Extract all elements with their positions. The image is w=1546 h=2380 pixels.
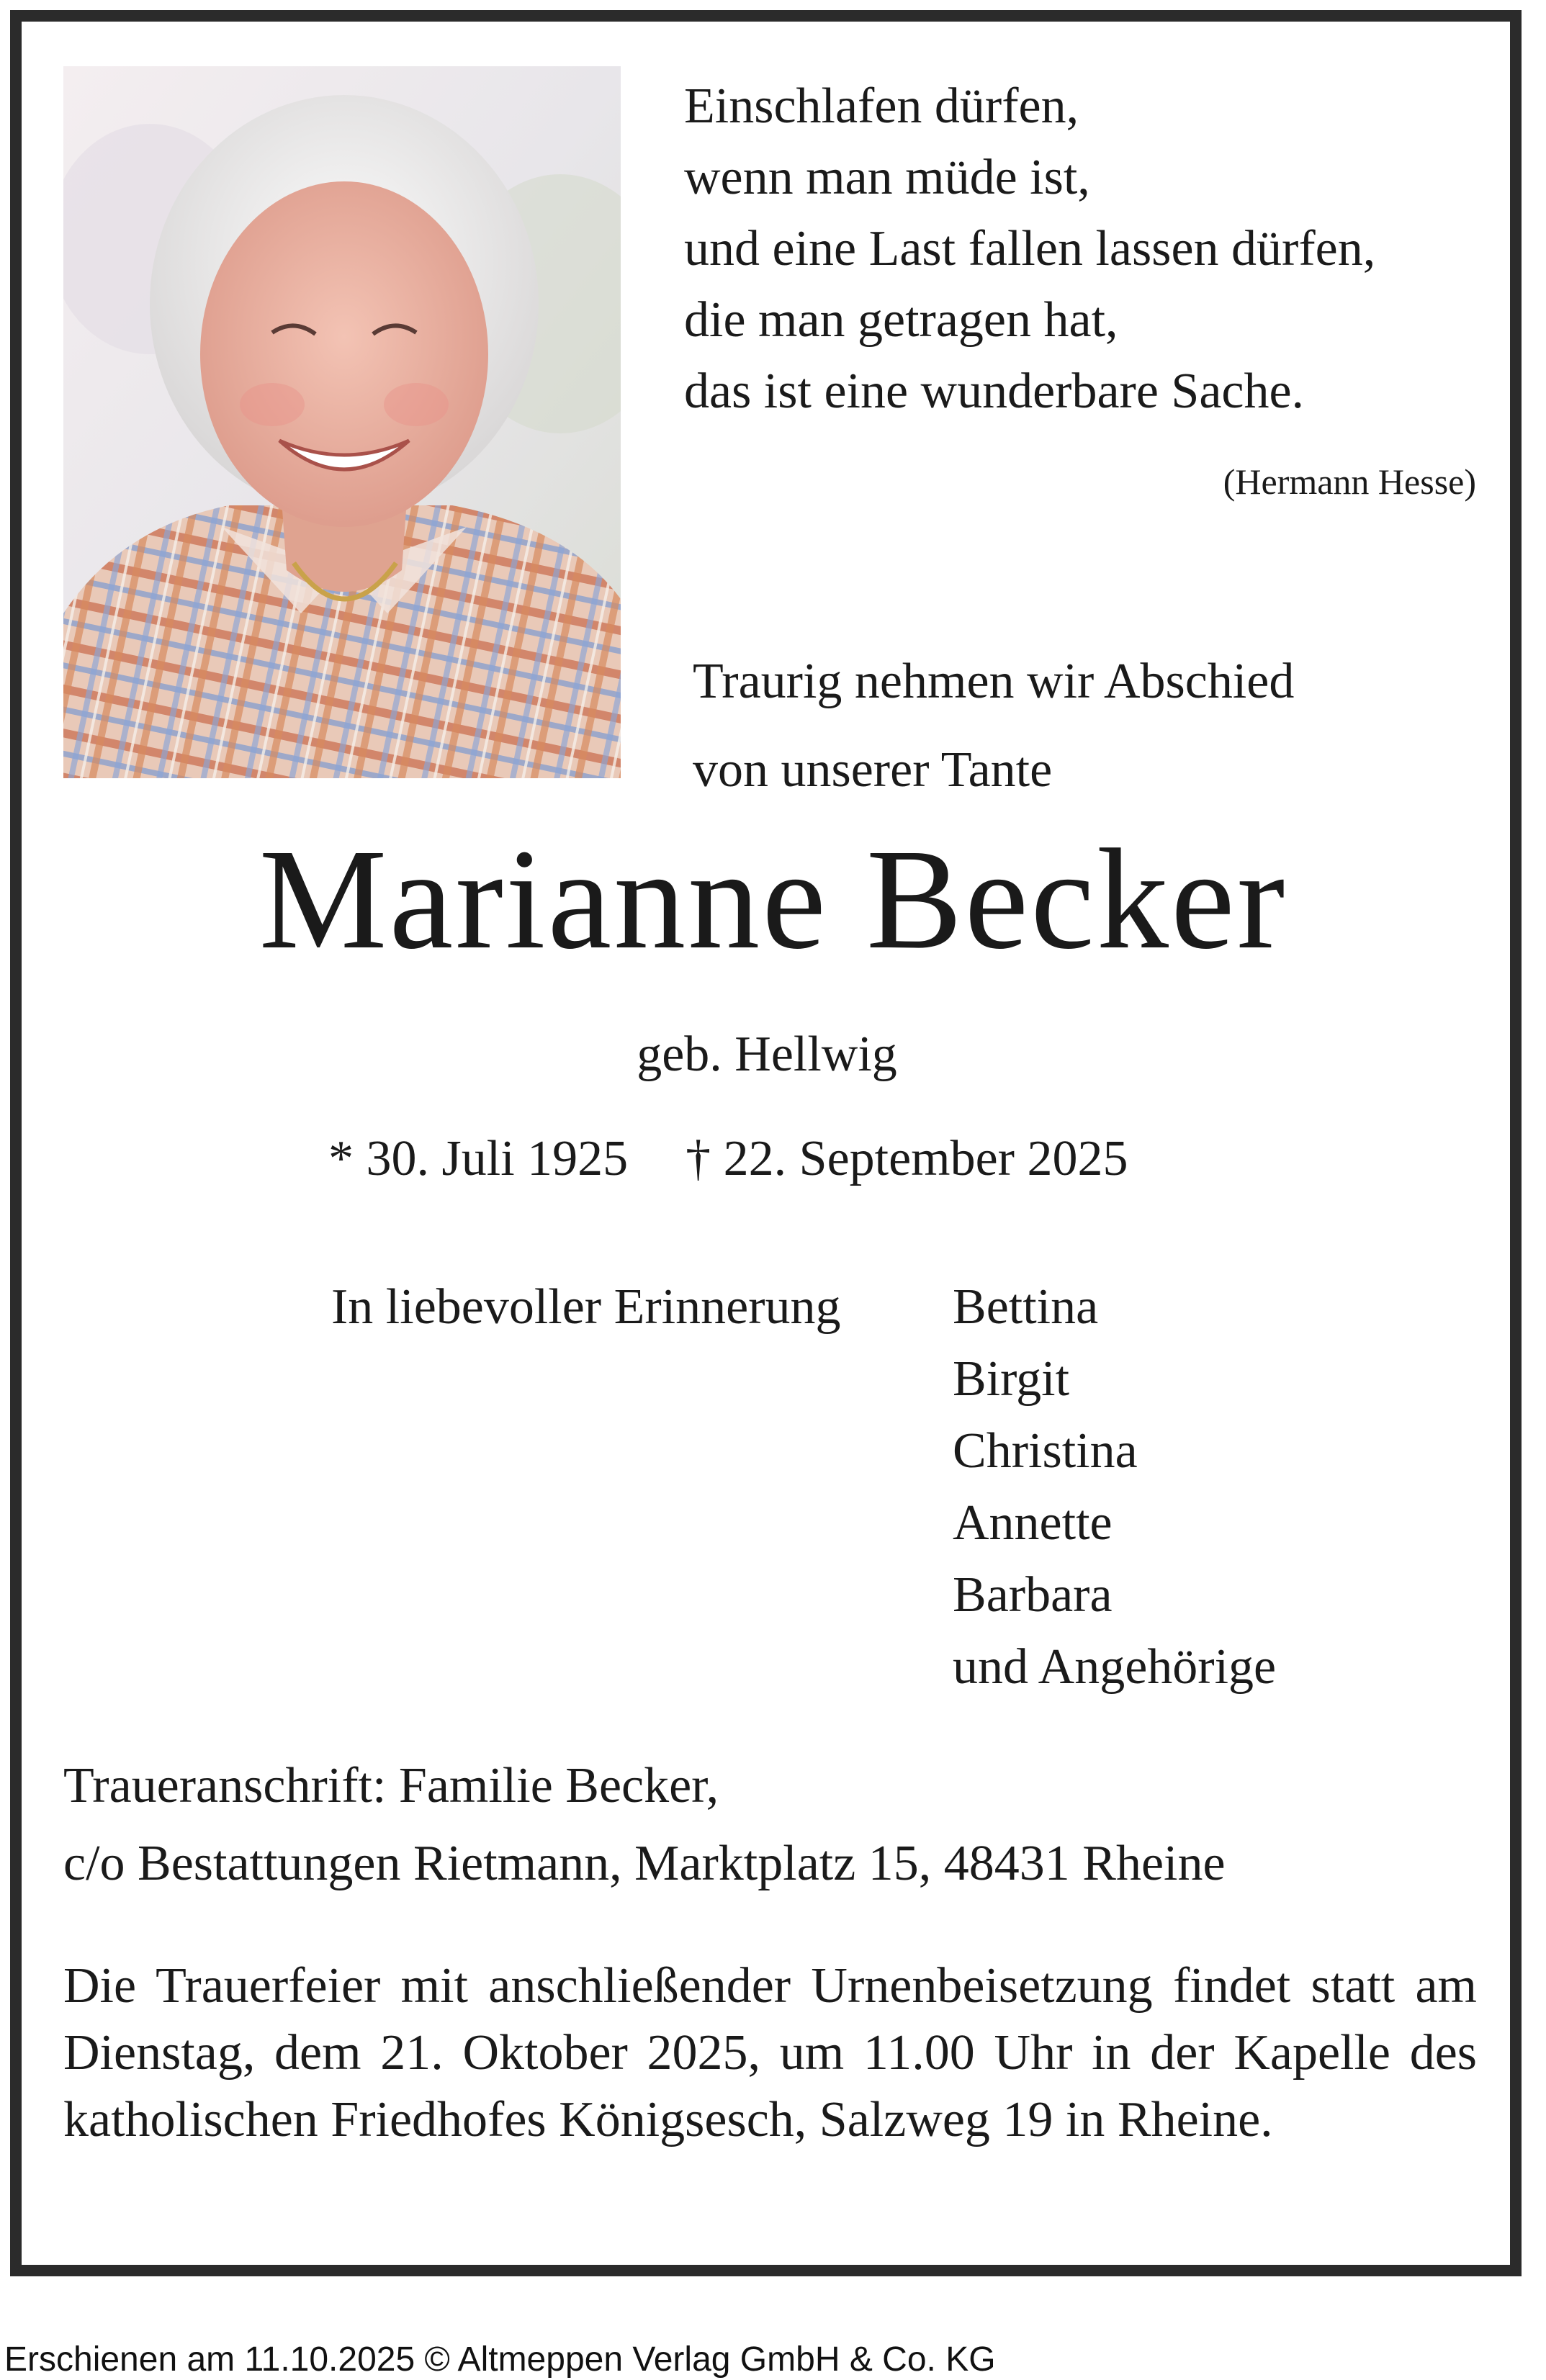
poem-author: (Hermann Hesse) (1223, 461, 1476, 502)
mourner-name: Bettina (953, 1279, 1099, 1335)
memory-label: In liebevoller Erinnerung (331, 1279, 841, 1335)
mourners-list (953, 1271, 1276, 1703)
address-line: c/o Bestattungen Rietmann, Marktplatz 15, 48431 Rheine (63, 1836, 1226, 1891)
mourning-address (63, 1747, 1226, 1903)
poem-line: die man getragen hat, (684, 292, 1118, 348)
poem-line: wenn man müde ist, (684, 150, 1090, 205)
death-date: † 22. September 2025 (686, 1131, 1128, 1186)
mourner-name: und Angehörige (953, 1639, 1277, 1695)
life-dates (328, 1127, 1128, 1191)
poem-line: Einschlafen dürfen, (684, 78, 1079, 134)
deceased-name: Marianne Becker (259, 820, 1287, 979)
intro-line: von unserer Tante (693, 742, 1053, 798)
portrait-photo (63, 66, 621, 778)
birth-date: * 30. Juli 1925 (328, 1131, 629, 1186)
ceremony-notice: Die Trauerfeier mit anschließender Urnenbeisetzung findet statt am Dienstag, dem 21. Oktober 2025, um 11.00 Uhr in der Kapelle des katholischen Friedhofes Königsesch, Salzweg 19 in Rheine. (63, 1958, 1477, 2147)
birth-name: geb. Hellwig (637, 1027, 897, 1082)
poem-block (684, 71, 1483, 427)
mourner-name: Annette (953, 1495, 1113, 1551)
address-line: Traueranschrift: Familie Becker, (63, 1758, 719, 1813)
mourner-name: Christina (953, 1423, 1138, 1479)
poem-line: das ist eine wunderbare Sache. (684, 364, 1305, 419)
mourner-name: Birgit (953, 1351, 1070, 1407)
publication-footer: Erschienen am 11.10.2025 © Altmeppen Verlag GmbH & Co. KG (4, 2340, 996, 2379)
intro-line: Traurig nehmen wir Abschied (693, 654, 1295, 709)
poem-line: und eine Last fallen lassen dürfen, (684, 221, 1376, 276)
farewell-intro (693, 637, 1294, 814)
mourner-name: Barbara (953, 1567, 1113, 1623)
